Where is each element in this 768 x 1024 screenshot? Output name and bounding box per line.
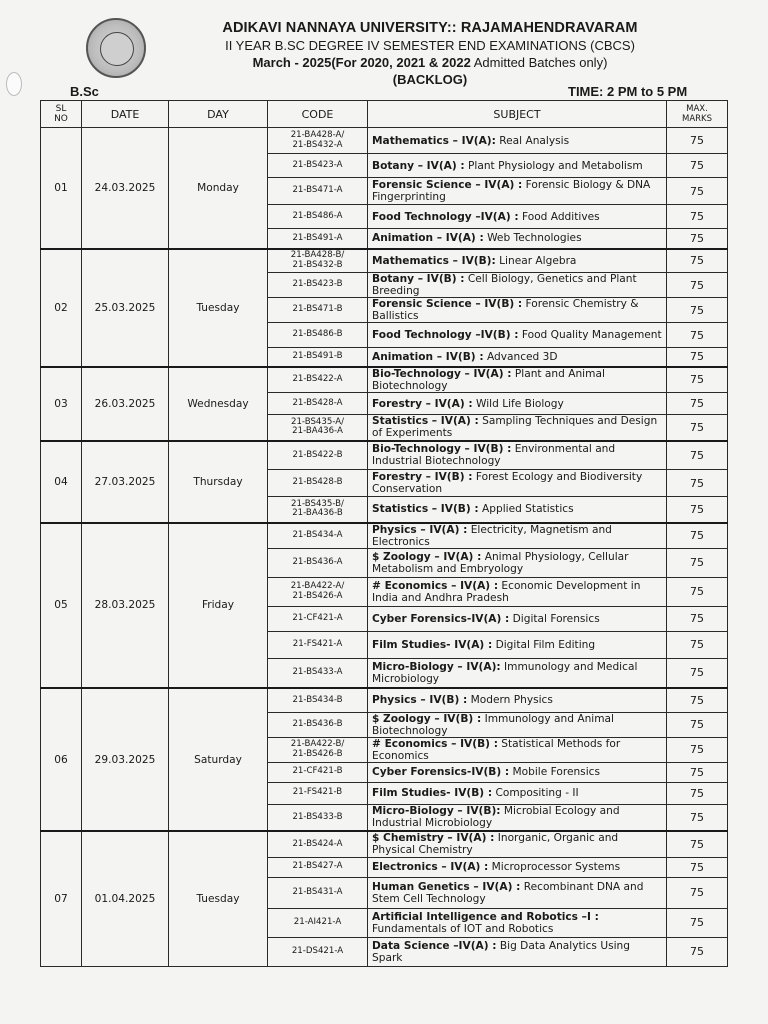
day-cell: Friday — [169, 523, 268, 689]
subject-paper: Cyber Forensics-IV(B) : — [372, 766, 510, 778]
date-cell: 29.03.2025 — [82, 688, 169, 831]
course-code: 21-BS435-A/ — [290, 416, 345, 427]
course-code: 21-BS427-A — [292, 861, 343, 872]
course-code: 21-BS491-A — [292, 232, 343, 243]
max-marks-cell: 75 — [667, 737, 728, 762]
code-cell — [268, 470, 368, 497]
col-header-sl-line1: SL — [55, 104, 67, 114]
col-header-marks-line2: MARKS — [681, 114, 713, 124]
subject-title: Plant and Animal Biotechnology — [372, 367, 605, 392]
max-marks-cell: 75 — [667, 367, 728, 393]
subject-paper: Food Technology –IV(A) : — [372, 210, 519, 223]
subject-cell — [368, 128, 667, 154]
university-name: ADIKAVI NANNAYA UNIVERSITY:: RAJAMAHENDRAVARAM — [222, 20, 638, 36]
subject-paper: Physics – IV(A) : — [372, 523, 468, 536]
subject-title: Digital Forensics — [509, 612, 600, 625]
subject-paper: Statistics – IV(A) : — [372, 415, 479, 428]
max-marks-cell: 75 — [667, 712, 728, 737]
code-cell — [268, 937, 368, 966]
date-cell: 01.04.2025 — [82, 831, 169, 966]
col-header-day: DAY — [169, 101, 268, 128]
course-code: 21-CF421-A — [292, 612, 343, 623]
subject-paper: Mathematics – IV(A): — [372, 134, 496, 147]
subject-paper: Data Science –IV(A) : — [372, 939, 497, 952]
max-marks-cell: 75 — [667, 497, 728, 523]
session-line — [150, 54, 710, 71]
col-header-sl-line2: NO — [54, 114, 68, 124]
code-cell — [268, 323, 368, 348]
max-marks-cell: 75 — [667, 762, 728, 782]
subject-title: Big Data Analytics Using Spark — [372, 939, 630, 964]
subject-cell — [368, 415, 667, 441]
course-code: 21-BS486-B — [292, 329, 343, 340]
sl-cell: 03 — [41, 367, 82, 441]
course-code: 21-BA428-A/ — [290, 130, 345, 140]
subject-cell — [368, 712, 667, 737]
day-cell: Thursday — [169, 441, 268, 523]
course-code: 21-BS423-A — [292, 159, 343, 170]
course-code: 21-BA422-A/ — [290, 581, 345, 591]
table-row — [41, 688, 728, 712]
subject-paper: $ Zoology – IV(B) : — [372, 712, 482, 725]
subject-paper: Animation – IV(A) : — [372, 232, 484, 245]
subject-cell — [368, 658, 667, 688]
timetable — [40, 100, 728, 967]
backlog-label: (BACKLOG) — [392, 72, 468, 87]
subject-title: Statistical Methods for Economics — [372, 737, 621, 762]
max-marks-cell: 75 — [667, 249, 728, 273]
subject-cell — [368, 470, 667, 497]
day-cell: Wednesday — [169, 367, 268, 441]
day-cell: Tuesday — [169, 831, 268, 966]
day-cell: Tuesday — [169, 249, 268, 367]
sl-cell: 02 — [41, 249, 82, 367]
sl-cell: 01 — [41, 128, 82, 249]
subject-paper: Human Genetics – IV(A) : — [372, 880, 521, 893]
course-code: 21-BS432-A — [292, 139, 343, 150]
subject-paper: Micro-Biology – IV(B): — [372, 805, 501, 818]
code-cell — [268, 737, 368, 762]
subject-cell — [368, 631, 667, 658]
subject-cell — [368, 441, 667, 470]
sl-cell: 06 — [41, 688, 82, 831]
table-row — [41, 249, 728, 273]
course-code: 21-BS423-B — [292, 279, 343, 290]
date-cell: 27.03.2025 — [82, 441, 169, 523]
subject-paper: Forensic Science – IV(B) : — [372, 298, 523, 310]
code-cell — [268, 908, 368, 937]
max-marks-cell: 75 — [667, 205, 728, 229]
subject-title: Economic Development in India and Andhra Pradesh — [372, 579, 641, 604]
code-cell — [268, 658, 368, 688]
course-code: 21-BS424-A — [292, 838, 343, 849]
subject-cell — [368, 523, 667, 549]
table-row — [41, 831, 728, 857]
subject-paper: Micro-Biology – IV(A): — [372, 660, 501, 673]
code-cell — [268, 782, 368, 804]
course-code: 21-AI421-A — [293, 916, 342, 927]
code-cell — [268, 831, 368, 857]
code-cell — [268, 577, 368, 606]
course-code: 21-FS421-A — [292, 638, 343, 649]
course-code: 21-BS426-A — [292, 590, 343, 601]
code-cell — [268, 497, 368, 523]
subject-title: Immunology and Animal Biotechnology — [372, 712, 614, 737]
subject-cell — [368, 577, 667, 606]
subject-paper: Mathematics – IV(B): — [372, 254, 496, 267]
subject-cell — [368, 857, 667, 877]
subject-paper: Bio-Technology – IV(A) : — [372, 367, 512, 380]
subject-title: Web Technologies — [483, 232, 582, 245]
col-header-marks — [667, 101, 728, 128]
subject-paper: Bio-Technology – IV(B) : — [372, 443, 512, 456]
session-line-rest: Admitted Batches only) — [470, 55, 608, 70]
subject-paper: Cyber Forensics-IV(A) : — [372, 612, 510, 625]
timetable-body — [41, 128, 728, 967]
code-cell — [268, 804, 368, 831]
subject-title: Linear Algebra — [495, 254, 577, 267]
course-code: 21-FS421-B — [292, 787, 343, 798]
max-marks-cell: 75 — [667, 154, 728, 178]
subject-title: Forensic Chemistry & Ballistics — [372, 298, 639, 322]
max-marks-cell: 75 — [667, 178, 728, 205]
col-header-marks-line1: MAX. — [686, 104, 708, 114]
subject-paper: $ Zoology – IV(A) : — [372, 550, 482, 563]
code-cell — [268, 857, 368, 877]
subject-paper: Physics – IV(B) : — [372, 694, 468, 707]
max-marks-cell: 75 — [667, 804, 728, 831]
subject-title: Inorganic, Organic and Physical Chemistry — [372, 832, 619, 857]
max-marks-cell: 75 — [667, 348, 728, 367]
course-code: 21-BS436-A — [292, 556, 343, 567]
subject-title: Food Quality Management — [518, 329, 662, 341]
code-cell — [268, 154, 368, 178]
subject-title: Fundamentals of IOT and Robotics — [372, 922, 554, 935]
col-header-date: DATE — [82, 101, 169, 128]
document-header — [150, 20, 710, 88]
subject-paper: Electronics – IV(A) : — [372, 861, 489, 873]
max-marks-cell: 75 — [667, 273, 728, 298]
max-marks-cell: 75 — [667, 323, 728, 348]
subject-title: Food Additives — [518, 210, 600, 223]
subject-cell — [368, 229, 667, 249]
subject-title: Compositing - II — [492, 787, 579, 799]
code-cell — [268, 877, 368, 908]
max-marks-cell: 75 — [667, 577, 728, 606]
sl-cell: 07 — [41, 831, 82, 966]
subject-cell — [368, 937, 667, 966]
code-cell — [268, 273, 368, 298]
code-cell — [268, 393, 368, 415]
course-code: 21-BS486-A — [292, 210, 343, 221]
max-marks-cell: 75 — [667, 631, 728, 658]
max-marks-cell: 75 — [667, 523, 728, 549]
course-code: 21-BS433-B — [292, 811, 343, 822]
max-marks-cell: 75 — [667, 548, 728, 577]
table-row — [41, 128, 728, 154]
max-marks-cell: 75 — [667, 857, 728, 877]
subject-title: Recombinant DNA and Stem Cell Technology — [372, 880, 644, 905]
program-label: B.Sc — [70, 84, 99, 99]
subject-cell — [368, 497, 667, 523]
exam-title: II YEAR B.SC DEGREE IV SEMESTER END EXAMINATIONS (CBCS) — [225, 38, 635, 53]
code-cell — [268, 348, 368, 367]
code-cell — [268, 249, 368, 273]
exam-time: TIME: 2 PM to 5 PM — [568, 84, 688, 99]
subject-paper: Artificial Intelligence and Robotics –I : — [372, 910, 599, 923]
code-cell — [268, 523, 368, 549]
subject-paper: Film Studies- IV(B) : — [372, 787, 493, 799]
code-cell — [268, 762, 368, 782]
subject-cell — [368, 762, 667, 782]
sl-cell: 05 — [41, 523, 82, 689]
course-code: 21-BA436-B — [292, 508, 343, 519]
subject-cell — [368, 178, 667, 205]
subject-title: Applied Statistics — [478, 503, 574, 516]
col-header-subject: SUBJECT — [368, 101, 667, 128]
course-code: 21-BA422-B/ — [290, 739, 345, 749]
punch-hole — [6, 72, 22, 96]
course-code: 21-BS471-B — [292, 304, 343, 315]
course-code: 21-BS435-B/ — [291, 498, 344, 509]
course-code: 21-BS428-B — [292, 477, 343, 488]
max-marks-cell: 75 — [667, 606, 728, 631]
col-header-sl — [41, 101, 82, 128]
max-marks-cell: 75 — [667, 688, 728, 712]
code-cell — [268, 688, 368, 712]
subject-title: Wild Life Biology — [472, 397, 564, 410]
code-cell — [268, 229, 368, 249]
course-code: 21-BA428-B/ — [290, 250, 345, 261]
table-header-row — [41, 101, 728, 128]
table-row — [41, 441, 728, 470]
course-code: 21-BS431-A — [292, 886, 343, 897]
university-logo-icon — [86, 18, 146, 78]
session-line-bold: March - 2025(For 2020, 2021 & 2022 — [252, 55, 471, 70]
code-cell — [268, 205, 368, 229]
day-cell: Monday — [169, 128, 268, 249]
subject-title: Animal Physiology, Cellular Metabolism and Embryology — [372, 550, 629, 575]
subject-title: Real Analysis — [495, 134, 570, 147]
subject-cell — [368, 249, 667, 273]
code-cell — [268, 441, 368, 470]
subject-paper: Forensic Science – IV(A) : — [372, 179, 523, 191]
subject-title: Electricity, Magnetism and Electronics — [372, 523, 612, 548]
date-cell: 25.03.2025 — [82, 249, 169, 367]
code-cell — [268, 548, 368, 577]
subject-cell — [368, 298, 667, 323]
subject-cell — [368, 831, 667, 857]
subject-title: Cell Biology, Genetics and Plant Breeding — [372, 273, 637, 297]
subject-title: Mobile Forensics — [509, 766, 600, 778]
subject-paper: $ Chemistry – IV(A) : — [372, 832, 495, 845]
code-cell — [268, 606, 368, 631]
subject-title: Advanced 3D — [483, 350, 558, 363]
sl-cell: 04 — [41, 441, 82, 523]
max-marks-cell: 75 — [667, 441, 728, 470]
subject-paper: Forestry – IV(B) : — [372, 471, 473, 483]
max-marks-cell: 75 — [667, 877, 728, 908]
course-code: 21-BS434-B — [292, 694, 343, 705]
code-cell — [268, 367, 368, 393]
subject-cell — [368, 688, 667, 712]
course-code: 21-BS471-A — [292, 185, 343, 196]
subject-paper: Botany – IV(A) : — [372, 159, 465, 172]
subject-paper: Statistics – IV(B) : — [372, 503, 479, 516]
max-marks-cell: 75 — [667, 415, 728, 441]
subject-cell — [368, 804, 667, 831]
code-cell — [268, 712, 368, 737]
subject-title: Immunology and Medical Microbiology — [372, 660, 638, 685]
subject-cell — [368, 737, 667, 762]
code-cell — [268, 631, 368, 658]
subject-title: Digital Film Editing — [492, 638, 596, 651]
subject-paper: Animation – IV(B) : — [372, 350, 484, 363]
subject-cell — [368, 548, 667, 577]
day-cell: Saturday — [169, 688, 268, 831]
course-code: 21-BS491-B — [292, 351, 343, 361]
subject-title: Forensic Biology & DNA Fingerprinting — [372, 179, 651, 203]
course-code: 21-BA436-A — [292, 426, 343, 437]
subject-cell — [368, 205, 667, 229]
subject-paper: # Economics – IV(B) : — [372, 737, 498, 750]
max-marks-cell: 75 — [667, 298, 728, 323]
course-code: 21-BS434-A — [292, 529, 343, 540]
course-code: 21-BS422-A — [292, 374, 343, 384]
course-code: 21-BS426-B — [292, 748, 343, 759]
subject-cell — [368, 273, 667, 298]
date-cell: 28.03.2025 — [82, 523, 169, 689]
course-code: 21-BS422-B — [292, 449, 343, 460]
date-cell: 24.03.2025 — [82, 128, 169, 249]
max-marks-cell: 75 — [667, 937, 728, 966]
subject-title: Modern Physics — [467, 694, 553, 707]
max-marks-cell: 75 — [667, 128, 728, 154]
subject-cell — [368, 323, 667, 348]
subject-title: Environmental and Industrial Biotechnology — [372, 443, 616, 468]
subject-cell — [368, 154, 667, 178]
max-marks-cell: 75 — [667, 782, 728, 804]
col-header-code: CODE — [268, 101, 368, 128]
date-cell: 26.03.2025 — [82, 367, 169, 441]
table-row — [41, 523, 728, 549]
code-cell — [268, 178, 368, 205]
subject-title: Microbial Ecology and Industrial Microbiology — [372, 805, 620, 830]
subject-title: Sampling Techniques and Design of Experiments — [372, 415, 658, 440]
code-cell — [268, 415, 368, 441]
subject-paper: Forestry – IV(A) : — [372, 397, 473, 410]
subject-cell — [368, 367, 667, 393]
subject-cell — [368, 606, 667, 631]
subject-cell — [368, 393, 667, 415]
max-marks-cell: 75 — [667, 470, 728, 497]
subject-cell — [368, 908, 667, 937]
course-code: 21-CF421-B — [292, 766, 343, 777]
subject-paper: # Economics – IV(A) : — [372, 579, 499, 592]
course-code: 21-BS428-A — [292, 397, 343, 408]
code-cell — [268, 298, 368, 323]
subject-title: Forest Ecology and Biodiversity Conservation — [372, 471, 643, 495]
course-code: 21-BS432-B — [292, 259, 343, 270]
max-marks-cell: 75 — [667, 831, 728, 857]
subject-paper: Food Technology –IV(B) : — [372, 329, 519, 341]
logo-emblem-icon — [100, 32, 134, 66]
max-marks-cell: 75 — [667, 229, 728, 249]
code-cell — [268, 128, 368, 154]
course-code: 21-DS421-A — [291, 945, 344, 956]
table-row — [41, 367, 728, 393]
subject-title: Microprocessor Systems — [488, 861, 621, 873]
subject-paper: Botany – IV(B) : — [372, 273, 465, 285]
subject-cell — [368, 877, 667, 908]
course-code: 21-BS436-B — [292, 718, 343, 729]
subject-cell — [368, 348, 667, 367]
subject-cell — [368, 782, 667, 804]
subject-paper: Film Studies- IV(A) : — [372, 638, 493, 651]
course-code: 21-BS433-A — [292, 667, 343, 677]
max-marks-cell: 75 — [667, 393, 728, 415]
max-marks-cell: 75 — [667, 658, 728, 688]
max-marks-cell: 75 — [667, 908, 728, 937]
subject-title: Plant Physiology and Metabolism — [464, 159, 643, 172]
